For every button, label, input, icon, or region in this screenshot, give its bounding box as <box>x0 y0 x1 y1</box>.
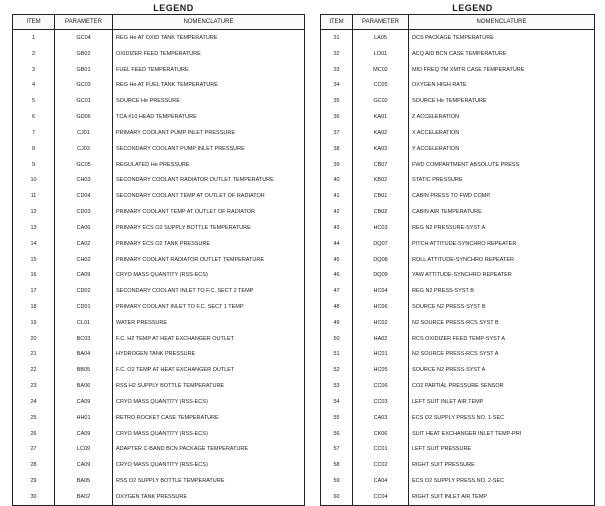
nomenclature-text: LEFT SUIT PRESSURE <box>412 446 472 453</box>
item-number: 21 <box>13 347 55 363</box>
nomenclature-text: TCA #10 HEAD TEMPERATURE <box>116 114 197 121</box>
parameter-code: HC05 <box>353 362 409 378</box>
parameter-code: GB02 <box>55 46 113 62</box>
parameter-code: GC05 <box>55 157 113 173</box>
item-number: 19 <box>13 315 55 331</box>
nomenclature-text: RIGHT SUIT PRESSURE <box>412 462 475 469</box>
parameter-code: GD06 <box>55 109 113 125</box>
parameter-code: LA05 <box>353 30 409 46</box>
item-number: 1 <box>13 30 55 46</box>
table-row <box>13 78 305 94</box>
nomenclature-text: RIGHT SUIT INLET AIR TEMP <box>412 494 488 501</box>
table-row <box>13 46 305 62</box>
item-number: 47 <box>321 283 353 299</box>
parameter-code: CA09 <box>55 426 113 442</box>
table-row <box>13 426 305 442</box>
parameter-code: CA04 <box>353 473 409 489</box>
nomenclature-text: X ACCELERATION <box>412 129 460 136</box>
nomenclature-text: YAW ATTITUDE-SYNCHRO REPEATER <box>412 272 512 279</box>
nomenclature-text: REGULATED He PRESSURE <box>116 161 190 168</box>
item-number: 15 <box>13 252 55 268</box>
table-row <box>321 125 595 141</box>
nomenclature-text: SECONDARY COOLANT INLET TO F.C. SECT 2 TEMP <box>116 288 254 295</box>
table-row <box>321 267 595 283</box>
parameter-code: HC03 <box>353 220 409 236</box>
table-row <box>13 62 305 78</box>
parameter-code: HH01 <box>55 410 113 426</box>
table-row <box>13 410 305 426</box>
item-number: 26 <box>13 426 55 442</box>
parameter-code: CC06 <box>353 378 409 394</box>
header-nomenclature: NOMENCLATURE <box>113 15 305 30</box>
item-number: 44 <box>321 236 353 252</box>
table-row <box>321 204 595 220</box>
table-row <box>321 157 595 173</box>
nomenclature-text: SOURCE He TEMPERATURE <box>412 98 487 105</box>
table-row <box>321 457 595 473</box>
table-row <box>13 315 305 331</box>
nomenclature-text: Y ACCELERATION <box>412 145 460 152</box>
parameter-code: KB02 <box>353 172 409 188</box>
parameter-code: DQ09 <box>353 267 409 283</box>
table-row <box>13 125 305 141</box>
nomenclature-text: CRYO MASS QUANTITY (RSS-ECS) <box>116 430 208 437</box>
parameter-code: GC02 <box>353 93 409 109</box>
table-row <box>13 252 305 268</box>
table-row <box>13 362 305 378</box>
item-number: 37 <box>321 125 353 141</box>
header-parameter: PARAMETER <box>353 15 409 30</box>
nomenclature-text: ECS O2 SUPPLY PRESS NO. 2-SEC <box>412 478 505 485</box>
nomenclature-text: PRIMARY COOLANT INLET TO F.C. SECT 1 TEMP <box>116 304 244 310</box>
nomenclature-text: OXYGEN HIGH RATE <box>412 82 467 89</box>
parameter-code: GC01 <box>55 93 113 109</box>
table-row <box>13 457 305 473</box>
parameter-code: BB05 <box>55 362 113 378</box>
table-row <box>321 30 595 46</box>
item-number: 39 <box>321 157 353 173</box>
parameter-code: CD03 <box>55 204 113 220</box>
parameter-code: CA02 <box>55 236 113 252</box>
table-row <box>13 157 305 173</box>
item-number: 36 <box>321 109 353 125</box>
table-row <box>13 331 305 347</box>
item-number: 42 <box>321 204 353 220</box>
legend-right <box>320 2 595 506</box>
item-number: 29 <box>13 473 55 489</box>
item-number: 55 <box>321 410 353 426</box>
parameter-code: CD04 <box>55 188 113 204</box>
nomenclature-text: DCS PACKAGE TEMPERATURE <box>412 34 494 41</box>
nomenclature-text: SOURCE N2 PRESS-SYST B <box>412 304 486 310</box>
item-number: 35 <box>321 93 353 109</box>
table-row <box>321 489 595 505</box>
item-number: 40 <box>321 172 353 188</box>
nomenclature-text: WATER PRESSURE <box>116 319 168 326</box>
item-number: 50 <box>321 331 353 347</box>
table-row <box>321 426 595 442</box>
table-row <box>321 394 595 410</box>
parameter-code: HC04 <box>353 283 409 299</box>
item-number: 24 <box>13 394 55 410</box>
parameter-code: CH03 <box>55 172 113 188</box>
parameter-code: HC02 <box>353 315 409 331</box>
table-row <box>321 410 595 426</box>
nomenclature-text: CRYO MASS QUANTITY (RSS-ECS) <box>116 462 208 469</box>
parameter-code: CC03 <box>353 394 409 410</box>
parameter-code: CC05 <box>353 78 409 94</box>
item-number: 38 <box>321 141 353 157</box>
parameter-code: CD01 <box>55 299 113 315</box>
legend-title: LEGEND <box>153 3 194 13</box>
nomenclature-text: SOURCE He PRESSURE <box>116 98 180 105</box>
item-number: 14 <box>13 236 55 252</box>
parameter-code: CC01 <box>353 442 409 458</box>
table-row <box>321 315 595 331</box>
item-number: 43 <box>321 220 353 236</box>
parameter-code: CJ02 <box>55 141 113 157</box>
parameter-code: CJ01 <box>55 125 113 141</box>
header-item: ITEM <box>13 15 55 30</box>
table-row <box>13 394 305 410</box>
item-number: 46 <box>321 267 353 283</box>
table-row <box>321 109 595 125</box>
table-row <box>13 141 305 157</box>
nomenclature-text: REG He AT OXID TANK TEMPERATURE <box>116 34 218 41</box>
nomenclature-text: ECS O2 SUPPLY PRESS NO. 1-SEC <box>412 414 505 421</box>
table-row <box>321 347 595 363</box>
parameter-code: CA06 <box>55 220 113 236</box>
nomenclature-text: N2 SOURCE PRESS-RCS SYST A <box>412 351 499 358</box>
parameter-code: CB07 <box>353 157 409 173</box>
nomenclature-text: F.C. H2 TEMP AT HEAT EXCHANGER OUTLET <box>116 335 234 342</box>
parameter-code: KA02 <box>353 125 409 141</box>
nomenclature-text: STATIC PRESSURE <box>412 177 463 184</box>
table-row <box>13 172 305 188</box>
nomenclature-text: PITCH ATTITUDE-SYNCHRO REPEATER <box>412 240 517 247</box>
legend-left <box>12 2 305 506</box>
nomenclature-text: FWD COMPARTMENT ABSOLUTE PRESS <box>412 161 520 168</box>
table-row <box>321 93 595 109</box>
table-row <box>321 473 595 489</box>
parameter-code: KA03 <box>353 141 409 157</box>
table-row <box>321 141 595 157</box>
legend-title: LEGEND <box>452 3 493 13</box>
item-number: 45 <box>321 252 353 268</box>
table-row <box>13 473 305 489</box>
item-number: 48 <box>321 299 353 315</box>
nomenclature-text: RSS O2 SUPPLY BOTTLE TEMPERATURE <box>116 478 225 485</box>
table-row <box>321 188 595 204</box>
nomenclature-text: SECONDARY COOLANT PUMP INLET PRESSURE <box>116 145 245 152</box>
item-number: 27 <box>13 442 55 458</box>
parameter-code: BA06 <box>55 378 113 394</box>
parameter-code: CB01 <box>353 188 409 204</box>
nomenclature-text: SECONDARY COOLANT TEMP AT OUTLET OF RADIATOR <box>116 193 265 200</box>
parameter-code: LC09 <box>55 442 113 458</box>
header-item: ITEM <box>321 15 353 30</box>
item-number: 59 <box>321 473 353 489</box>
table-row <box>321 78 595 94</box>
parameter-code: BA02 <box>55 489 113 505</box>
item-number: 17 <box>13 283 55 299</box>
nomenclature-text: REG N2 PRESSURE-SYST A <box>412 224 486 231</box>
item-number: 31 <box>321 30 353 46</box>
item-number: 20 <box>13 331 55 347</box>
nomenclature-text: OXYGEN TANK PRESSURE <box>116 494 188 501</box>
table-header-row <box>321 15 595 30</box>
item-number: 53 <box>321 378 353 394</box>
table-body <box>13 30 305 506</box>
item-number: 34 <box>321 78 353 94</box>
parameter-code: CL01 <box>55 315 113 331</box>
table-row <box>13 220 305 236</box>
item-number: 33 <box>321 62 353 78</box>
table-row <box>13 204 305 220</box>
item-number: 56 <box>321 426 353 442</box>
table-row <box>13 188 305 204</box>
nomenclature-text: F.C. O2 TEMP AT HEAT EXCHANGER OUTLET <box>116 367 235 374</box>
table-row <box>321 252 595 268</box>
item-number: 10 <box>13 172 55 188</box>
nomenclature-text: ACQ AID BCN CASE TEMPERATURE <box>412 50 507 57</box>
table-row <box>321 62 595 78</box>
nomenclature-text: CRYO MASS QUANTITY (RSS-ECS) <box>116 272 208 279</box>
nomenclature-text: MID FREQ TM XMTR CASE TEMPERATURE <box>412 66 525 73</box>
parameter-code: MC02 <box>353 62 409 78</box>
item-number: 25 <box>13 410 55 426</box>
table-row <box>13 347 305 363</box>
nomenclature-text: FUEL FEED TEMPERATURE <box>116 66 189 73</box>
item-number: 28 <box>13 457 55 473</box>
nomenclature-text: CABIN PRESS TO FWD COMP. <box>412 193 491 200</box>
table-row <box>321 46 595 62</box>
parameter-code: BC03 <box>55 331 113 347</box>
nomenclature-text: ROLL ATTITUDE-SYNCHRO REPEATER <box>412 256 514 263</box>
item-number: 13 <box>13 220 55 236</box>
table-row <box>13 93 305 109</box>
nomenclature-text: ADAPTER C-BAND BCN PACKAGE TEMPERATURE <box>116 446 249 453</box>
nomenclature-text: PRIMARY COOLANT PUMP INLET PRESSURE <box>116 129 235 136</box>
item-number: 60 <box>321 489 353 505</box>
parameter-code: CA03 <box>353 410 409 426</box>
table-row <box>321 378 595 394</box>
parameter-code: CA09 <box>55 457 113 473</box>
header-parameter: PARAMETER <box>55 15 113 30</box>
parameter-code: CD02 <box>55 283 113 299</box>
parameter-code: CK06 <box>353 426 409 442</box>
item-number: 12 <box>13 204 55 220</box>
parameter-code: CA09 <box>55 394 113 410</box>
item-number: 51 <box>321 347 353 363</box>
parameter-code: LD01 <box>353 46 409 62</box>
item-number: 52 <box>321 362 353 378</box>
item-number: 23 <box>13 378 55 394</box>
table-row <box>13 378 305 394</box>
nomenclature-text: RCS OXIDIZER FEED TEMP-SYST A <box>412 335 506 342</box>
parameter-code: CA09 <box>55 267 113 283</box>
parameter-code: CC02 <box>353 457 409 473</box>
nomenclature-text: PRIMARY COOLANT TEMP AT OUTLET OF RADIATOR <box>116 209 255 216</box>
item-number: 7 <box>13 125 55 141</box>
nomenclature-text: RSS H2 SUPPLY BOTTLE TEMPERATURE <box>116 383 225 390</box>
item-number: 58 <box>321 457 353 473</box>
nomenclature-text: SOURCE N2 PRESS-SYST A <box>412 367 486 374</box>
parameter-code: HC06 <box>353 299 409 315</box>
item-number: 54 <box>321 394 353 410</box>
table-body <box>321 30 595 506</box>
parameter-code: CH02 <box>55 252 113 268</box>
table-header-row <box>13 15 305 30</box>
table-row <box>13 442 305 458</box>
table-row <box>13 299 305 315</box>
nomenclature-text: HYDROGEN TANK PRESSURE <box>116 351 196 358</box>
table-row <box>13 489 305 505</box>
parameter-code: DQ08 <box>353 252 409 268</box>
nomenclature-text: SECONDARY COOLANT RADIATOR OUTLET TEMPERATURE <box>116 177 274 184</box>
item-number: 9 <box>13 157 55 173</box>
parameter-code: BA04 <box>55 347 113 363</box>
table-row <box>13 109 305 125</box>
parameter-code: GC03 <box>55 78 113 94</box>
legend-table <box>320 14 595 506</box>
nomenclature-text: SUIT HEAT EXCHANGER INLET TEMP-PRI <box>412 430 522 437</box>
nomenclature-text: REG He AT FUEL TANK TEMPERATURE <box>116 82 218 89</box>
parameter-code: HC01 <box>353 347 409 363</box>
nomenclature-text: CABIN AIR TEMPERATURE <box>412 209 482 216</box>
parameter-code: DQ07 <box>353 236 409 252</box>
table-row <box>321 283 595 299</box>
item-number: 4 <box>13 78 55 94</box>
table-row <box>13 283 305 299</box>
item-number: 16 <box>13 267 55 283</box>
item-number: 49 <box>321 315 353 331</box>
table-row <box>321 331 595 347</box>
item-number: 30 <box>13 489 55 505</box>
table-row <box>13 267 305 283</box>
nomenclature-text: PRIMARY ECS O2 TANK PRESSURE <box>116 240 211 247</box>
legend-table <box>12 14 305 506</box>
table-row <box>13 30 305 46</box>
parameter-code: BA05 <box>55 473 113 489</box>
parameter-code: CB02 <box>353 204 409 220</box>
item-number: 41 <box>321 188 353 204</box>
item-number: 18 <box>13 299 55 315</box>
header-nomenclature: NOMENCLATURE <box>409 15 595 30</box>
item-number: 57 <box>321 442 353 458</box>
table-row <box>13 236 305 252</box>
item-number: 11 <box>13 188 55 204</box>
nomenclature-text: PRIMARY COOLANT RADIATOR OUTLET TEMPERATURE <box>116 256 265 263</box>
parameter-code: GB01 <box>55 62 113 78</box>
parameter-code: KA01 <box>353 109 409 125</box>
nomenclature-text: CRYO MASS QUANTITY (RSS-ECS) <box>116 398 208 405</box>
item-number: 22 <box>13 362 55 378</box>
item-number: 3 <box>13 62 55 78</box>
table-row <box>321 442 595 458</box>
item-number: 32 <box>321 46 353 62</box>
nomenclature-text: N2 SOURCE PRESS-RCS SYST B <box>412 319 499 326</box>
table-row <box>321 236 595 252</box>
item-number: 6 <box>13 109 55 125</box>
nomenclature-text: CO2 PARTIAL PRESSURE SENSOR <box>412 383 504 390</box>
nomenclature-text: REG N2 PRESS-SYST B <box>412 288 474 295</box>
item-number: 2 <box>13 46 55 62</box>
item-number: 5 <box>13 93 55 109</box>
table-row <box>321 362 595 378</box>
parameter-code: CC04 <box>353 489 409 505</box>
nomenclature-text: OXIDIZER FEED TEMPERATURE <box>116 50 201 57</box>
nomenclature-text: Z ACCELERATION <box>412 114 459 121</box>
table-row <box>321 299 595 315</box>
item-number: 8 <box>13 141 55 157</box>
table-row <box>321 220 595 236</box>
nomenclature-text: PRIMARY ECS O2 SUPPLY BOTTLE TEMPERATURE <box>116 224 251 231</box>
parameter-code: GC04 <box>55 30 113 46</box>
table-row <box>321 172 595 188</box>
nomenclature-text: LEFT SUIT INLET AIR TEMP <box>412 398 484 405</box>
parameter-code: HA02 <box>353 331 409 347</box>
nomenclature-text: RETRO ROCKET CASE TEMPERATURE <box>116 414 219 421</box>
